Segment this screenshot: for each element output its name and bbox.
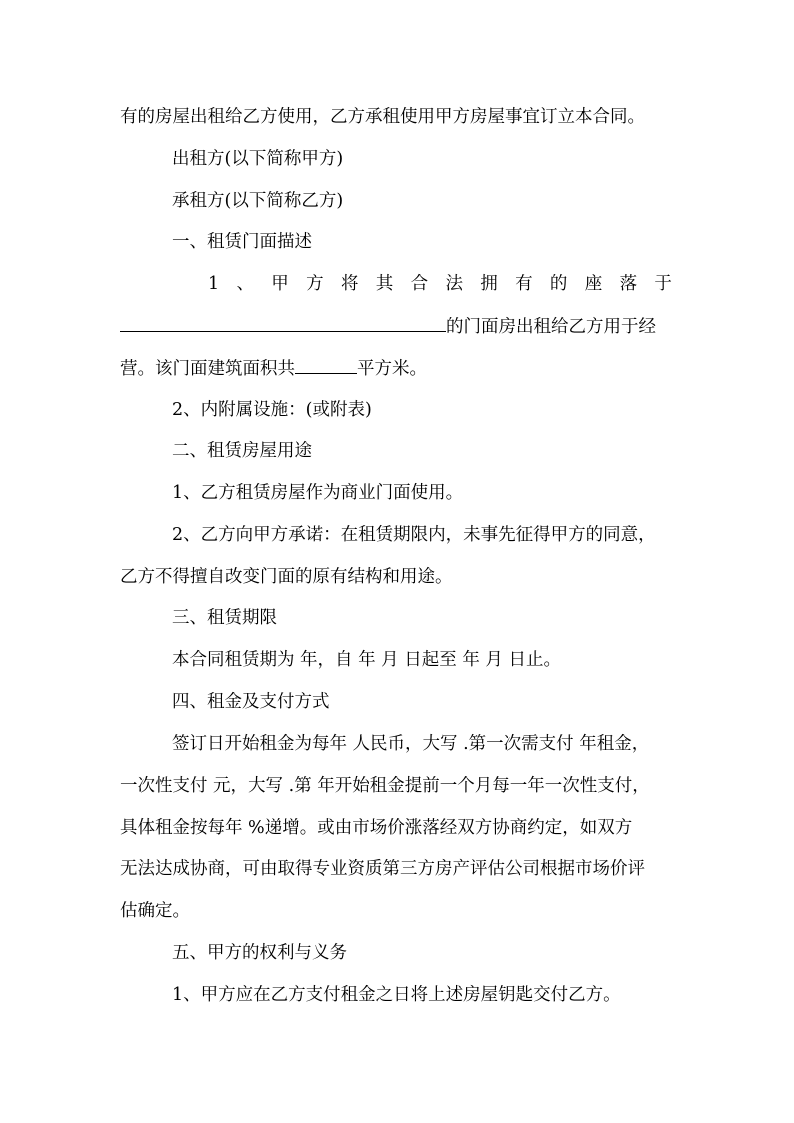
char: 将 [340,274,359,294]
clause-2-2-cont: 乙方不得擅自改变门面的原有结构和用途。 [120,567,453,587]
section-heading-5: 五、甲方的权利与义务 [172,943,347,963]
lessor-label: 出租方(以下简称甲方) [172,149,344,169]
char: 落 [619,274,638,294]
area-blank [295,357,357,374]
rent-line-2: 一次性支付 元，大写 .第 年开始租金提前一个月每一年一次性支付， [120,776,650,796]
clause-1-2: 2、内附属设施：(或附表) [172,400,372,420]
rent-line-3: 具体租金按每年 %递增。或由市场价涨落经双方协商约定，如双方 [120,818,633,838]
char: 方 [306,274,324,294]
address-blank [120,315,446,332]
rent-line-1: 签订日开始租金为每年 人民币，大写 .第一次需支付 年租金， [172,734,650,754]
rent-line-5: 估确定。 [120,901,190,921]
char: 、 [236,274,254,294]
clause-2-1: 1、乙方租赁房屋作为商业门面使用。 [172,483,464,503]
char: 合 [410,274,429,294]
clause-2-2: 2、乙方向甲方承诺：在租赁期限内，未事先征得甲方的同意， [172,525,656,545]
char: 甲 [271,274,289,294]
text: 的门面房出租给乙方用于经 [446,317,656,337]
char: 于 [654,274,672,294]
section-heading-1: 一、租赁门面描述 [172,232,312,252]
section-heading-2: 二、租赁房屋用途 [172,441,312,461]
char: 法 [445,274,463,294]
paragraph-line: 有的房屋出租给乙方使用，乙方承租使用甲方房屋事宜订立本合同。 [120,107,645,127]
char: 座 [584,274,603,294]
area-line [120,357,427,380]
char: 拥 [480,274,498,294]
char: 其 [375,274,394,294]
section-heading-4: 四、租金及支付方式 [172,692,330,712]
lease-term: 本合同租赁期为 年，自 年 月 日起至 年 月 日止。 [172,650,561,670]
section-heading-3: 三、租赁期限 [172,608,277,628]
rent-line-4: 无法达成协商，可由取得专业资质第三方房产评估公司根据市场价评 [120,859,645,879]
char: 的 [549,274,568,294]
text: 营。该门面建筑面积共 [120,359,295,379]
clause-1-1-line [208,273,672,295]
char: 1 [208,274,220,294]
char: 有 [515,274,533,294]
clause-5-1: 1、甲方应在乙方支付租金之日将上述房屋钥匙交付乙方。 [172,985,621,1005]
lessee-label: 承租方(以下简称乙方) [172,191,344,211]
text: 平方米。 [357,359,427,379]
clause-1-1-cont [120,315,656,338]
